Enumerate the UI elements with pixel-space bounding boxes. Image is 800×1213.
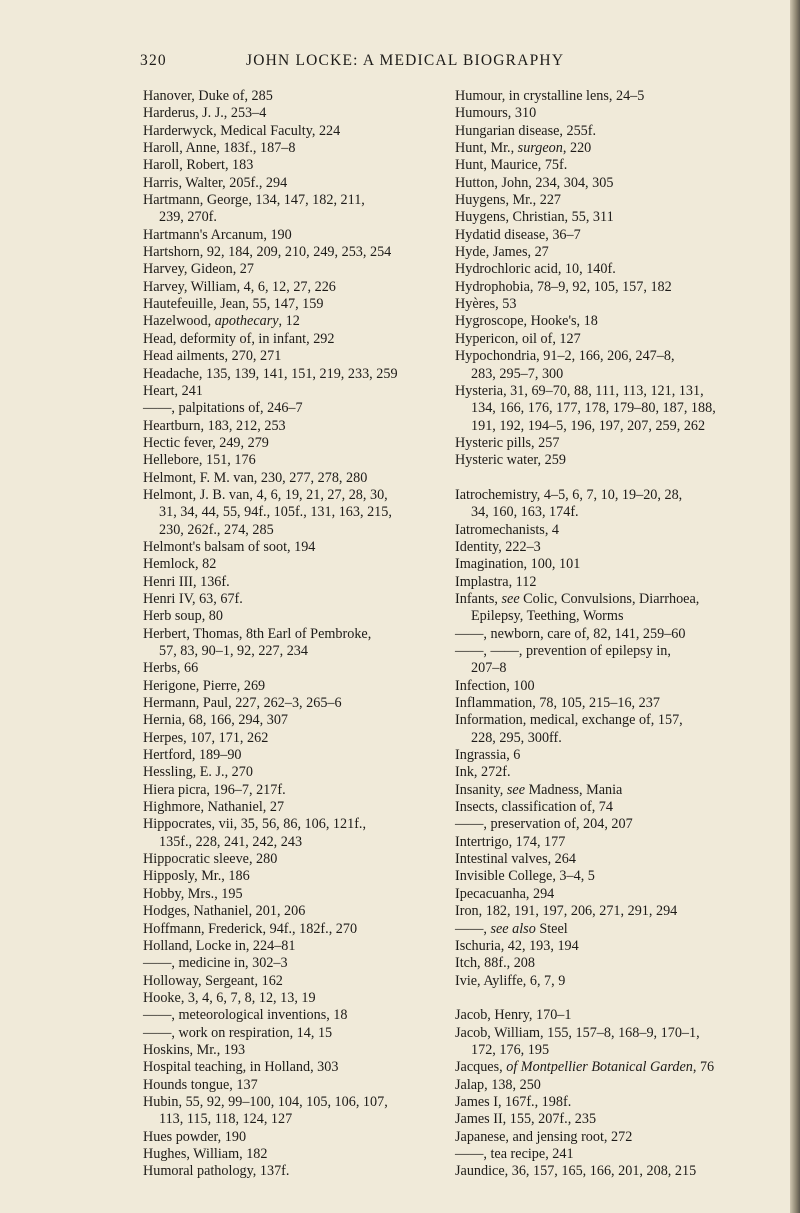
- index-entry-continuation: 172, 176, 195: [471, 1041, 550, 1058]
- index-entry: Hysteric water, 259: [455, 452, 566, 469]
- index-entry: Intertrigo, 174, 177: [455, 833, 566, 850]
- index-entry: Jacques, of Montpellier Botanical Garden, 76: [455, 1059, 715, 1076]
- index-entry: Implastra, 112: [455, 573, 537, 590]
- index-entry: Humours, 310: [455, 105, 537, 122]
- index-entry: Huygens, Mr., 227: [455, 192, 562, 209]
- index-entry: Jacob, Henry, 170–1: [455, 1007, 572, 1024]
- index-entry-continuation: 113, 115, 118, 124, 127: [159, 1111, 293, 1128]
- index-entry-continuation: 134, 166, 176, 177, 178, 179–80, 187, 188,: [471, 400, 716, 417]
- index-entry: Harderwyck, Medical Faculty, 224: [143, 122, 341, 139]
- index-entry: Harvey, William, 4, 6, 12, 27, 226: [143, 278, 336, 295]
- index-entry: Helmont's balsam of soot, 194: [143, 538, 316, 555]
- index-entry: Hounds tongue, 137: [143, 1076, 258, 1093]
- index-entry: ——, newborn, care of, 82, 141, 259–60: [455, 625, 686, 642]
- index-entry: Herpes, 107, 171, 262: [143, 729, 269, 746]
- index-entry: Hipposly, Mr., 186: [143, 868, 250, 885]
- index-entry: Haroll, Anne, 183f., 187–8: [143, 140, 296, 157]
- index-entry-continuation: 239, 270f.: [159, 209, 217, 226]
- index-entry: Intestinal valves, 264: [455, 851, 576, 868]
- index-entry: ——, tea recipe, 241: [455, 1145, 574, 1162]
- index-entry: Heartburn, 183, 212, 253: [143, 417, 286, 434]
- index-entry: Ink, 272f.: [455, 764, 511, 781]
- index-entry: Huygens, Christian, 55, 311: [455, 209, 614, 226]
- index-entry: Hypochondria, 91–2, 166, 206, 247–8,: [455, 348, 675, 365]
- index-entry: Hygroscope, Hooke's, 18: [455, 313, 598, 330]
- index-entry: Hessling, E. J., 270: [143, 764, 253, 781]
- index-entry: Herbert, Thomas, 8th Earl of Pembroke,: [143, 625, 372, 642]
- index-entry: Identity, 222–3: [455, 538, 541, 555]
- index-entry: Helmont, J. B. van, 4, 6, 19, 21, 27, 28, 30,: [143, 486, 388, 503]
- index-entry: Hydatid disease, 36–7: [455, 226, 581, 243]
- index-entry: Hernia, 68, 166, 294, 307: [143, 712, 289, 729]
- index-entry: Ingrassia, 6: [455, 747, 521, 764]
- index-entry-continuation: 135f., 228, 241, 242, 243: [159, 833, 303, 850]
- index-entry: Iron, 182, 191, 197, 206, 271, 291, 294: [455, 903, 678, 920]
- index-entry: Hooke, 3, 4, 6, 7, 8, 12, 13, 19: [143, 989, 316, 1006]
- index-entry-continuation: 230, 262f., 274, 285: [159, 521, 274, 538]
- index-entry-continuation: 34, 160, 163, 174f.: [471, 504, 579, 521]
- index-entry: Iatrochemistry, 4–5, 6, 7, 10, 19–20, 28,: [455, 486, 683, 503]
- index-entry: Hemlock, 82: [143, 556, 217, 573]
- index-entry: Hoskins, Mr., 193: [143, 1041, 246, 1058]
- index-entry: Henri IV, 63, 67f.: [143, 590, 243, 607]
- index-entry-continuation: 228, 295, 300ff.: [471, 729, 562, 746]
- index-entry: Hughes, William, 182: [143, 1145, 268, 1162]
- book-gutter-edge: [790, 0, 800, 1213]
- index-entry: Humoral pathology, 137f.: [143, 1163, 290, 1180]
- index-entry: Heart, 241: [143, 382, 203, 399]
- running-title: JOHN LOCKE: A MEDICAL BIOGRAPHY: [246, 52, 565, 69]
- index-entry-continuation: Epilepsy, Teething, Worms: [471, 608, 624, 625]
- index-entry: ——, see also Steel: [455, 920, 568, 937]
- index-entry: ——, palpitations of, 246–7: [143, 400, 303, 417]
- index-entry: ——, ——, prevention of epilepsy in,: [455, 643, 671, 659]
- index-entry: Hazelwood, apothecary, 12: [143, 313, 300, 330]
- index-entry: Information, medical, exchange of, 157,: [455, 712, 683, 729]
- index-entry: Hues powder, 190: [143, 1128, 247, 1145]
- index-entry: Harderus, J. J., 253–4: [143, 105, 267, 122]
- index-entry: ——, meteorological inventions, 18: [143, 1007, 348, 1024]
- index-entry: Jaundice, 36, 157, 165, 166, 201, 208, 215: [455, 1163, 697, 1180]
- index-entry: James I, 167f., 198f.: [455, 1093, 572, 1110]
- index-entry: Herigone, Pierre, 269: [143, 677, 266, 694]
- index-entry: Invisible College, 3–4, 5: [455, 868, 595, 885]
- index-entry: Insanity, see Madness, Mania: [455, 781, 623, 798]
- index-entry: ——, medicine in, 302–3: [143, 955, 288, 972]
- index-entry-continuation: 207–8: [471, 660, 507, 677]
- index-entry: Hyères, 53: [455, 296, 517, 313]
- index-entry: Hanover, Duke of, 285: [143, 88, 273, 104]
- index-entry: Highmore, Nathaniel, 27: [143, 799, 285, 816]
- index-entry: Hobby, Mrs., 195: [143, 885, 243, 902]
- index-entry: Hysteria, 31, 69–70, 88, 111, 113, 121, 131,: [455, 382, 704, 399]
- index-entry: Ipecacuanha, 294: [455, 885, 555, 902]
- index-entry: Hodges, Nathaniel, 201, 206: [143, 903, 306, 920]
- index-entry: Hyde, James, 27: [455, 244, 549, 261]
- index-entry: Insects, classification of, 74: [455, 799, 613, 816]
- index-entry: Hartmann's Arcanum, 190: [143, 226, 292, 243]
- index-entry: Jalap, 138, 250: [455, 1076, 541, 1093]
- index-entry: Hunt, Maurice, 75f.: [455, 157, 568, 174]
- index-entry: Hippocrates, vii, 35, 56, 86, 106, 121f.,: [143, 816, 367, 833]
- index-entry: Hiera picra, 196–7, 217f.: [143, 781, 286, 798]
- index-column-left: [143, 88, 431, 1181]
- index-entry: Headache, 135, 139, 141, 151, 219, 233, 259: [143, 365, 398, 382]
- index-entry: Hydrochloric acid, 10, 140f.: [455, 261, 616, 278]
- index-entry: Hysteric pills, 257: [455, 434, 560, 451]
- index-entry: Infants, see Colic, Convulsions, Diarrhoea,: [455, 590, 700, 607]
- index-entry: Hautefeuille, Jean, 55, 147, 159: [143, 296, 324, 313]
- index-entry: Hungarian disease, 255f.: [455, 122, 597, 139]
- index-column-right: [455, 88, 753, 1181]
- page-header: [140, 52, 740, 78]
- index-entry: Hunt, Mr., surgeon, 220: [455, 140, 592, 157]
- index-entry: Japanese, and jensing root, 272: [455, 1128, 633, 1145]
- index-entry: Haroll, Robert, 183: [143, 157, 254, 174]
- index-entry: Herbs, 66: [143, 660, 199, 677]
- index-entry: Jacob, William, 155, 157–8, 168–9, 170–1,: [455, 1024, 700, 1041]
- index-entry: Hertford, 189–90: [143, 747, 242, 764]
- index-entry-continuation: 283, 295–7, 300: [471, 365, 564, 382]
- index-entry: Hubin, 55, 92, 99–100, 104, 105, 106, 107,: [143, 1093, 388, 1110]
- page-number: 320: [140, 52, 167, 69]
- index-entry: Hermann, Paul, 227, 262–3, 265–6: [143, 695, 342, 712]
- index-entry: Holland, Locke in, 224–81: [143, 937, 296, 954]
- index-entry: ——, preservation of, 204, 207: [455, 816, 633, 833]
- index-entry-continuation: 57, 83, 90–1, 92, 227, 234: [159, 643, 308, 659]
- index-entry: Hellebore, 151, 176: [143, 452, 256, 469]
- index-entry: Holloway, Sergeant, 162: [143, 972, 283, 989]
- index-entry: Helmont, F. M. van, 230, 277, 278, 280: [143, 469, 368, 486]
- index-entry: Hectic fever, 249, 279: [143, 434, 269, 451]
- index-entry: Harris, Walter, 205f., 294: [143, 174, 288, 191]
- index-entry: Henri III, 136f.: [143, 573, 230, 590]
- index-entry: Hoffmann, Frederick, 94f., 182f., 270: [143, 920, 358, 937]
- index-entry: Head ailments, 270, 271: [143, 348, 282, 365]
- index-entry: Harvey, Gideon, 27: [143, 261, 254, 278]
- index-entry: Hydrophobia, 78–9, 92, 105, 157, 182: [455, 278, 672, 295]
- index-entry: Hospital teaching, in Holland, 303: [143, 1059, 339, 1076]
- index-entry: Itch, 88f., 208: [455, 955, 535, 972]
- index-entry: Hypericon, oil of, 127: [455, 330, 581, 347]
- index-entry: ——, work on respiration, 14, 15: [143, 1024, 333, 1041]
- index-entry: Ivie, Ayliffe, 6, 7, 9: [455, 972, 566, 989]
- index-entry: Hartshorn, 92, 184, 209, 210, 249, 253, 254: [143, 244, 392, 261]
- index-entry: Inflammation, 78, 105, 215–16, 237: [455, 695, 660, 712]
- index-entry: Infection, 100: [455, 677, 535, 694]
- index-entry: Imagination, 100, 101: [455, 556, 581, 573]
- index-entry: Head, deformity of, in infant, 292: [143, 330, 335, 347]
- index-entry-continuation: 191, 192, 194–5, 196, 197, 207, 259, 262: [471, 417, 706, 434]
- index-entry: James II, 155, 207f., 235: [455, 1111, 597, 1128]
- index-entry: Hutton, John, 234, 304, 305: [455, 174, 614, 191]
- index-entry: Hartmann, George, 134, 147, 182, 211,: [143, 192, 365, 209]
- index-entry: Herb soup, 80: [143, 608, 223, 625]
- index-entry: Iatromechanists, 4: [455, 521, 560, 538]
- index-entry-continuation: 31, 34, 44, 55, 94f., 105f., 131, 163, 215,: [159, 504, 392, 521]
- index-entry: Humour, in crystalline lens, 24–5: [455, 88, 645, 104]
- index-entry: Ischuria, 42, 193, 194: [455, 937, 579, 954]
- index-entry: Hippocratic sleeve, 280: [143, 851, 278, 868]
